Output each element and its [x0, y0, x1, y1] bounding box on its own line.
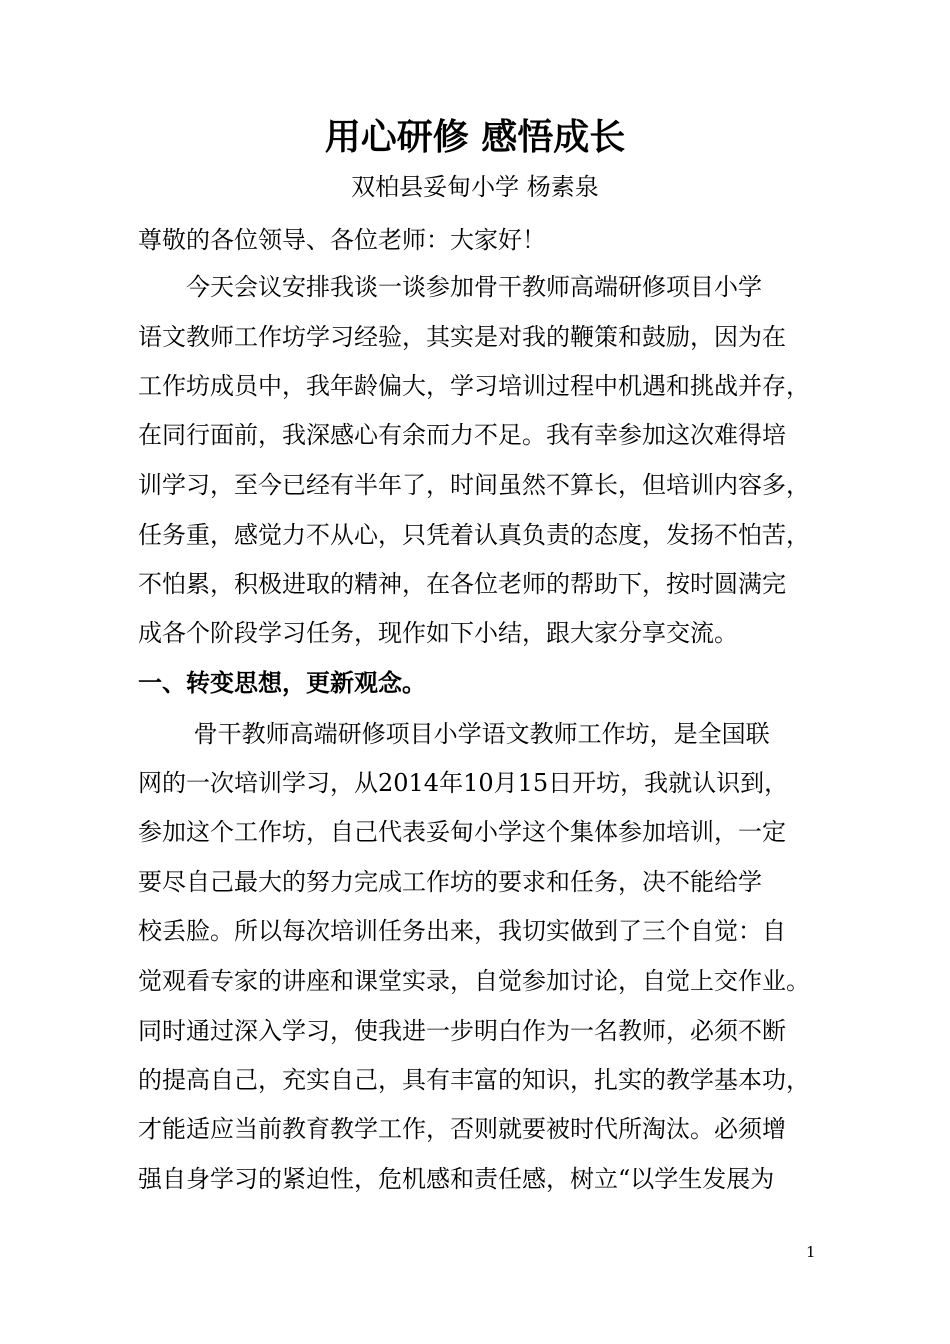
body-line: 成各个阶段学习任务，现作如下小结，跟大家分享交流。: [138, 619, 738, 647]
body-line: 网的一次培训学习，从2014年10月15日开坊，我就认识到，: [138, 769, 789, 797]
body-line: 强自身学习的紧迫性，危机感和责任感，树立“以学生发展为: [138, 1165, 775, 1193]
author-line: 双柏县妥甸小学 杨素泉: [351, 173, 599, 201]
body-line: 校丢脸。所以每次培训任务出来，我切实做到了三个自觉：自: [138, 917, 786, 945]
body-line: 训学习，至今已经有半年了，时间虽然不算长，但培训内容多，: [138, 471, 810, 499]
body-line: 骨干教师高端研修项目小学语文教师工作坊，是全国联: [138, 720, 770, 748]
body-line: 才能适应当前教育教学工作，否则就要被时代所淘汰。必须增: [138, 1115, 786, 1143]
body-line: 工作坊成员中，我年龄偏大，学习培训过程中机遇和挑战并存，: [138, 372, 810, 400]
body-line: 语文教师工作坊学习经验，其实是对我的鞭策和鼓励，因为在: [138, 323, 786, 351]
body-line: 参加这个工作坊，自己代表妥甸小学这个集体参加培训，一定: [138, 818, 786, 846]
body-line: 任务重，感觉力不从心，只凭着认真负责的态度，发扬不怕苦，: [138, 521, 810, 549]
section-heading: 一、转变思想，更新观念。: [138, 668, 426, 697]
body-line: 今天会议安排我谈一谈参加骨干教师高端研修项目小学: [138, 273, 762, 301]
greeting-line: 尊敬的各位领导、各位老师：大家好！: [138, 226, 546, 254]
body-line: 不怕累，积极进取的精神，在各位老师的帮助下，按时圆满完: [138, 570, 786, 598]
body-line: 同时通过深入学习，使我进一步明白作为一名教师，必须不断: [138, 1017, 786, 1045]
page-number: 1: [806, 1243, 816, 1261]
body-line: 的提高自己，充实自己，具有丰富的知识，扎实的教学基本功，: [138, 1066, 810, 1094]
body-line: 要尽自己最大的努力完成工作坊的要求和任务，决不能给学: [138, 868, 762, 896]
document-title: 用心研修 感悟成长: [324, 116, 626, 158]
body-line: 在同行面前，我深感心有余而力不足。我有幸参加这次难得培: [138, 421, 786, 449]
body-line: 觉观看专家的讲座和课堂实录，自觉参加讨论，自觉上交作业。: [138, 967, 810, 995]
